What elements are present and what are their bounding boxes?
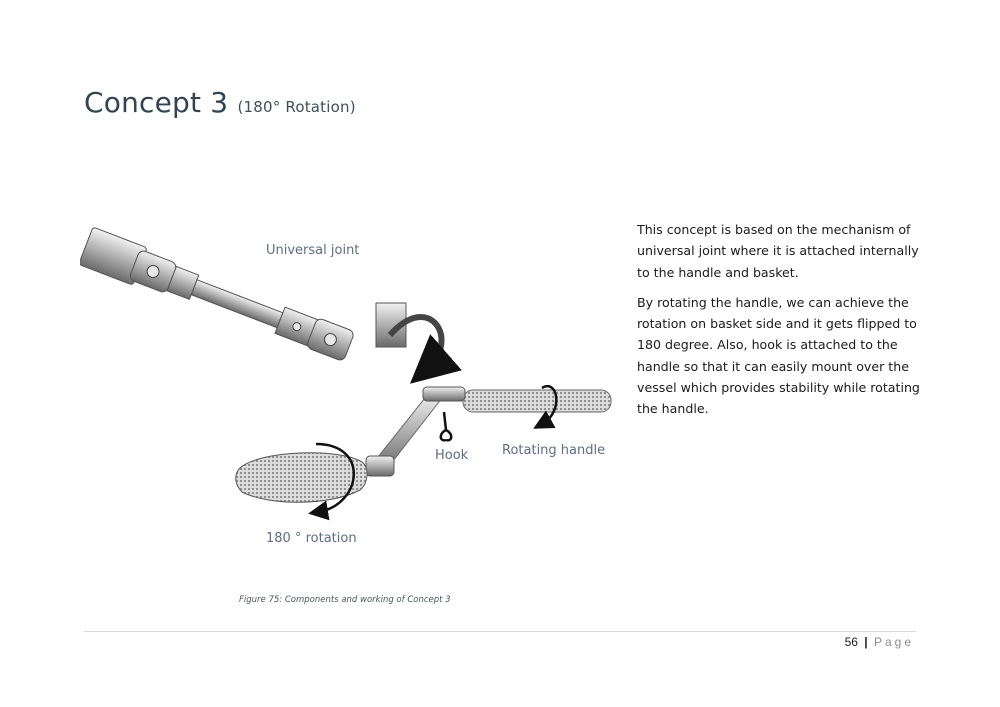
- footer-divider: [84, 631, 916, 632]
- page-title: [84, 86, 356, 119]
- paragraph: By rotating the handle, we can achieve the rotation on basket side and it gets flipped to 180 degree. Also, hook is attached to the handle so that it can easily mount over the vessel which provides stability while rotating the handle.: [637, 294, 920, 417]
- page-footer: [845, 635, 914, 649]
- page-number: 56: [844, 635, 858, 649]
- label-rotating-handle: Rotating handle: [502, 443, 606, 458]
- page-separator: |: [864, 635, 868, 649]
- label-hook: Hook: [435, 448, 469, 463]
- figure-caption: Figure 75: Components and working of Concept 3: [239, 595, 451, 605]
- hook-icon: [441, 412, 452, 440]
- label-universal-joint: Universal joint: [266, 243, 360, 258]
- concept-description: [637, 219, 927, 429]
- page-word: Page: [873, 635, 914, 649]
- title-main: Concept 3: [84, 86, 229, 119]
- concept-figure: [80, 200, 620, 560]
- concept-illustration: [80, 200, 620, 560]
- paragraph: This concept is based on the mechanism of universal joint where it is attached internally to the handle and basket.: [637, 222, 919, 280]
- label-rotation: 180 ° rotation: [266, 531, 357, 546]
- title-subtitle: (180° Rotation): [237, 98, 356, 116]
